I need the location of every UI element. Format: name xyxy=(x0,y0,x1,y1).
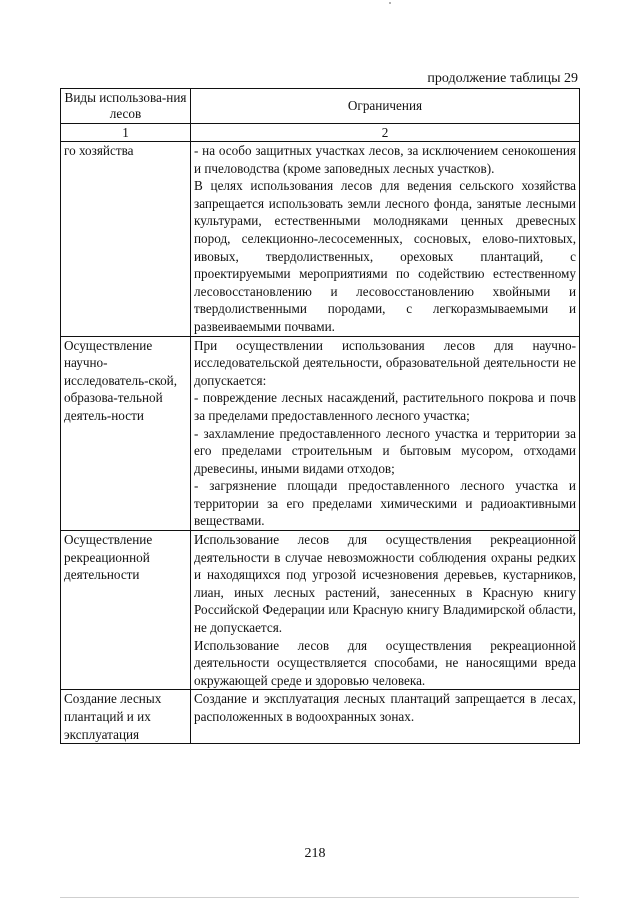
column-number-1: 1 xyxy=(61,124,191,142)
restriction-paragraph: В целях использования лесов для ведения сельского хозяйства запрещается использовать земли лесного фонда, занятые лесными культурами, естественными молодняками ценных древесных пород, селекционно-лесосеменных, сосновых, елово-пихтовых, ивовых, твердолиственных, ореховых плантаций, с проектируемыми мероприятиями по содействию естественному лесовосстановлению и лесовосстановлению хвойными и твердолиственными породами, с легкоразмываемыми и развеиваемыми почвами. xyxy=(194,178,576,334)
table-header-row xyxy=(61,89,580,124)
restrictions-cell xyxy=(191,142,580,337)
table-row xyxy=(61,336,580,531)
scan-artifact xyxy=(389,2,391,4)
restriction-paragraph: - захламление предоставленного лесного участка и территории за его пределами строительным и бытовым мусором, отходами древесины, иными видами отходов; xyxy=(194,425,576,476)
column-number-row xyxy=(61,124,580,142)
kind-cell: Создание лесных плантаций и их эксплуатация xyxy=(61,690,191,744)
restriction-paragraph: Создание и эксплуатация лесных плантаций запрещается в лесах, расположенных в водоохранных зонах. xyxy=(194,691,576,724)
restriction-paragraph: - загрязнение площади предоставленного лесного участка и территории за его пределами химическими и радиоактивными веществами. xyxy=(194,478,576,529)
page-number: 218 xyxy=(304,846,326,861)
restriction-paragraph: Использование лесов для осуществления рекреационной деятельности в случае невозможности соблюдения охраны редких и находящихся под угрозой исчезновения деревьев, кустарников, лиан, иных лесных растений, занесенных в Красную книгу Российской Федерации или Красную книгу Владимирской области, не допускается. xyxy=(194,532,576,636)
restrictions-table xyxy=(60,88,580,744)
restrictions-cell xyxy=(191,336,580,531)
restriction-paragraph: При осуществлении использования лесов для научно-исследовательской деятельности, образовательной деятельности не допускается: xyxy=(194,337,576,388)
kind-cell: Осуществление рекреационной деятельности xyxy=(61,531,191,690)
column-header-kind: Виды использова-ния лесов xyxy=(61,89,191,124)
table-row xyxy=(61,142,580,337)
restrictions-cell xyxy=(191,690,580,744)
kind-cell: го хозяйства xyxy=(61,142,191,337)
restrictions-cell xyxy=(191,531,580,690)
scan-edge-line xyxy=(60,897,579,898)
column-number-2: 2 xyxy=(191,124,580,142)
table-row xyxy=(61,531,580,690)
restriction-paragraph: Использование лесов для осуществления рекреационной деятельности осуществляется способами, не наносящими вреда окружающей среде и здоровью человека. xyxy=(194,637,576,688)
restriction-paragraph: - на особо защитных участках лесов, за исключением сенокошения и пчеловодства (кроме заповедных лесных участков). xyxy=(194,143,576,176)
restriction-paragraph: - повреждение лесных насаждений, растительного покрова и почв за пределами предоставленного лесного участка; xyxy=(194,390,576,423)
column-header-restrictions: Ограничения xyxy=(191,89,580,124)
table-row xyxy=(61,690,580,744)
kind-cell: Осуществление научно-исследователь-ской, образова-тельной деятель-ности xyxy=(61,336,191,531)
table-continuation-caption: продолжение таблицы 29 xyxy=(427,71,578,86)
